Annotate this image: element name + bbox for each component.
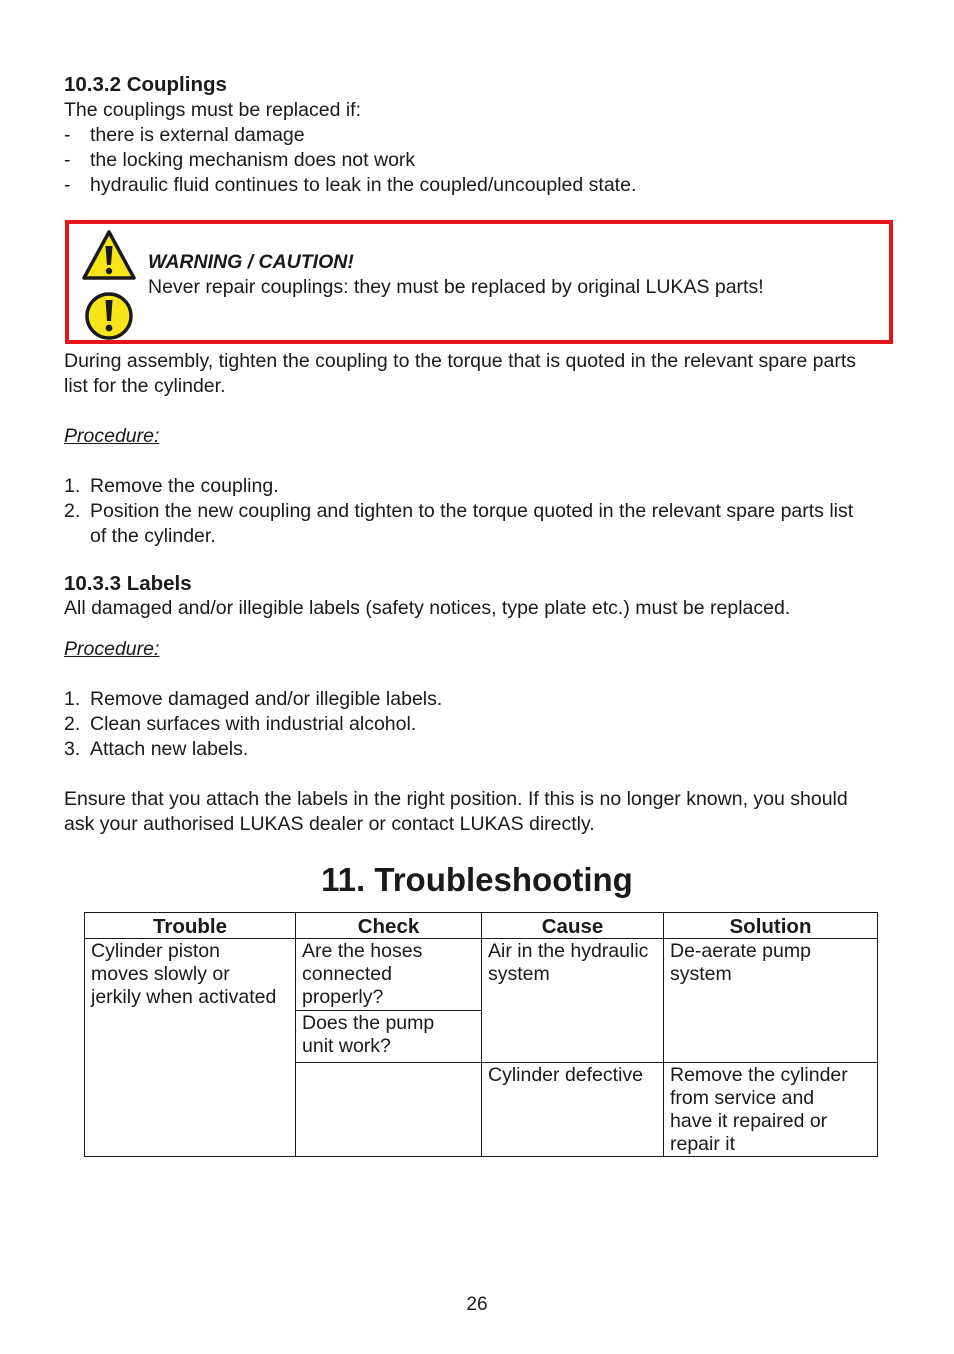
cell-check-hoses: Are the hoses connected properly? [296,939,482,1011]
troubleshooting-table [84,912,878,1157]
cell-solution-deaerate: De-aerate pump system [664,939,878,1063]
section-heading-couplings: 10.3.2 Couplings [64,73,227,96]
column-header-cause: Cause [482,913,664,939]
list-item: - there is external damage [64,124,305,146]
cell-check-empty [296,1063,482,1157]
list-item: 3. Attach new labels. [64,738,249,760]
cell-cause-air: Air in the hydraulic system [482,939,664,1063]
section-heading-labels: 10.3.3 Labels [64,572,192,595]
cell-solution-repair: Remove the cylinder from service and have it repaired or repair it [664,1063,878,1157]
labels-intro: All damaged and/or illegible labels (safety notices, type plate etc.) must be replaced. [64,597,791,619]
couplings-intro: The couplings must be replaced if: [64,99,361,121]
labels-note: Ensure that you attach the labels in the right position. If this is no longer known, you should ask your authorised LUKAS dealer or contact LUKAS directly. [64,788,848,835]
exclamation-circle-icon [81,290,137,342]
page-number: 26 [466,1294,488,1315]
list-item: 1. Remove damaged and/or illegible labels. [64,688,443,710]
cell-check-pump: Does the pump unit work? [296,1011,482,1063]
table-row [85,939,878,1011]
column-header-solution: Solution [664,913,878,939]
warning-text: Never repair couplings: they must be replaced by original LUKAS parts! [148,276,764,298]
couplings-bullet-list [64,123,892,198]
list-item: 2. Position the new coupling and tighten to the torque quoted in the relevant spare parts list of the cylinder. [64,500,854,547]
list-item: - the locking mechanism does not work [64,149,416,171]
couplings-steps [64,474,892,549]
warning-box [65,220,893,344]
cell-cause-defective: Cylinder defective [482,1063,664,1157]
cell-trouble: Cylinder piston moves slowly or jerkily when activated [85,939,296,1157]
warning-title: WARNING / CAUTION! [148,251,354,273]
list-item: 2. Clean surfaces with industrial alcohol. [64,713,417,735]
list-item: - hydraulic fluid continues to leak in the coupled/uncoupled state. [64,174,637,196]
chapter-title-troubleshooting: 11. Troubleshooting [321,861,633,898]
procedure-label: Procedure: [64,425,160,447]
table-header-row [85,913,878,939]
column-header-trouble: Trouble [85,913,296,939]
list-item: 1. Remove the coupling. [64,475,279,497]
column-header-check: Check [296,913,482,939]
procedure-label: Procedure: [64,638,160,660]
labels-steps [64,687,892,762]
warning-triangle-icon [81,229,137,281]
assembly-paragraph: During assembly, tighten the coupling to the torque that is quoted in the relevant spare parts list for the cylinder. [64,350,857,397]
